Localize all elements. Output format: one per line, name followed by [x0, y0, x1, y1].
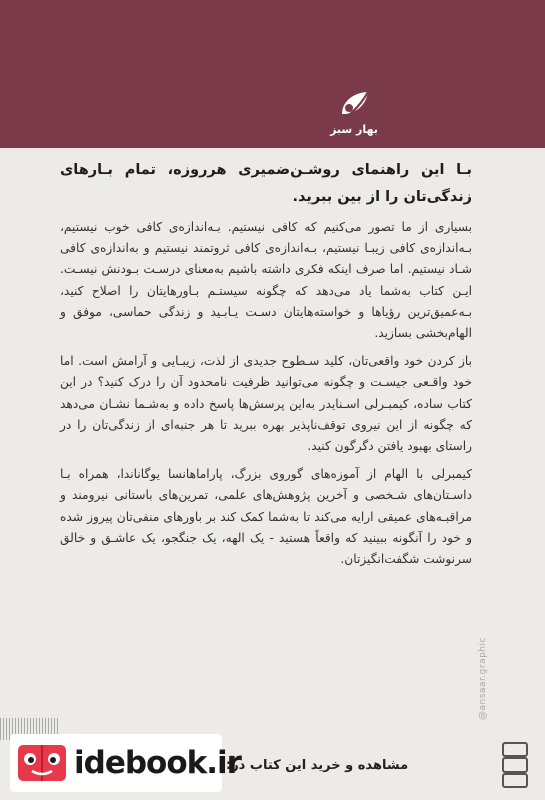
watermark-caption: مشاهده و خرید این کتاب در:	[226, 758, 409, 773]
watermark-logo[interactable]	[10, 734, 241, 792]
cover-top-band	[0, 0, 545, 148]
publisher-logo-text: بهار سبز	[330, 123, 378, 136]
watermark-brand: idebook.ir	[74, 745, 241, 781]
designer-credit: @ansaar.graphic	[478, 637, 488, 720]
leaf-logo-icon	[334, 86, 374, 124]
publisher-corner-mark-icon	[500, 742, 530, 788]
paragraph-2: باز کردن خود واقعی‌تان، کلید سـطوح جدیدی از لذت، زیبـایی و آرامش است. اما خود واقـعی جیسـت و چگونه می‌توانید ظرفیت نامحدود آن را درک کنید؟ در این کتاب ساده، کیمبـرلی اسـنایدر به‌این پرسش‌ها پاسخ داده و به‌شـما نشـان می‌دهد که چگونه از این نیروی توقف‌ناپذیر بهره ببرید تا هر جنبه‌ای از زندگی‌تان را در راستای بهبود یافتن دگرگون کنید.	[60, 354, 472, 454]
paragraph-1: بسیاری از ما تصور می‌کنیم که کافی نیستیم. بـه‌اندازه‌ی کافی خوب نیستیم، بـه‌اندازه‌ی کافی زیبـا نیستیم، بـه‌اندازه‌ی کافی ثروتمند نیستیم و به‌اندازه‌ی کافی شـاد نیستیم. اما صرف اینکه فکری داشته باشیم به‌معنای درسـت بـودنش نیسـت. ایـن کتاب به‌شما یاد می‌دهد که چگونه سیستـم بـاورهایتان را اصلاح کنید، بـه‌عمیق‌ترین رؤیاها و خواسته‌هایتان دسـت یـابـید و زندگی حماسی، موفق و الهام‌بخشی بسازید.	[60, 220, 472, 341]
watermark-banner[interactable]	[0, 720, 545, 800]
headline: بـا این راهنمای روشـن‌ضمیری هرروزه، تمام بـارهای زندگی‌تان را از بین ببرید.	[60, 162, 472, 205]
back-cover-text	[60, 157, 472, 577]
paragraph-3: کیمبرلی با الهام از آموزه‌های گوروی بزرگ، پاراماهانسا یوگاناندا، همراه بـا داسـتان‌های شـخصی و آخرین پژوهش‌های علمی، تمرین‌های باستانی نیرومند و مراقبـه‌های عمیقی ارایه می‌کند تا به‌شما کمک کند بر باورهای منفی‌تان پیروز شده و خود را آنگونه ببینید که واقعاً هستید - یک الهه، یک جنگجو، یک عاشـق و خالق سرنوشت شگفت‌انگیز‌تان.	[60, 467, 472, 567]
publisher-logo	[328, 86, 380, 140]
book-icon	[14, 739, 70, 787]
